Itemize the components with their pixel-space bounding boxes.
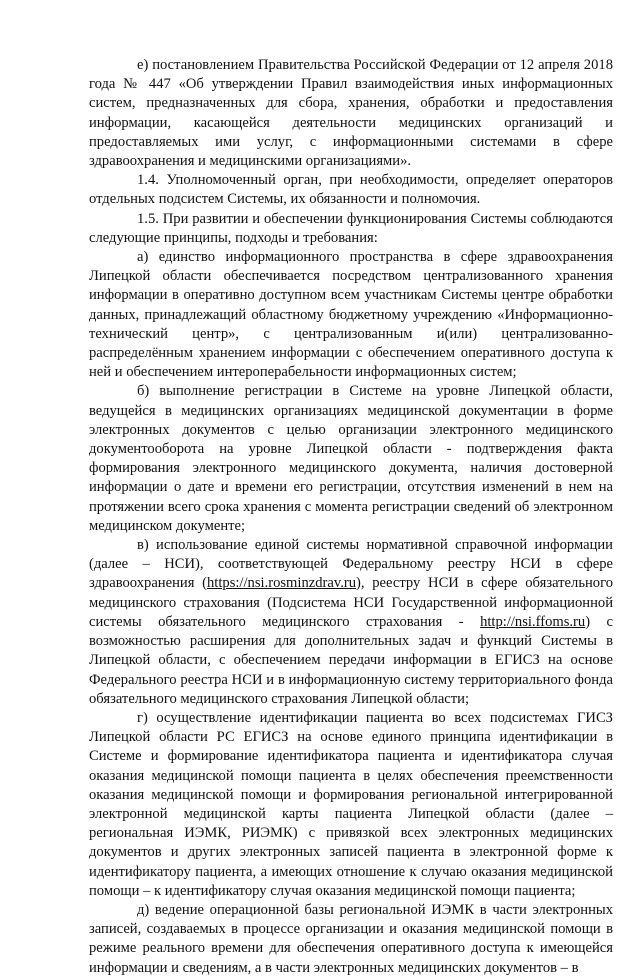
paragraph-v (89, 536, 613, 709)
nsi-ffoms-link[interactable]: http://nsi.ffoms.ru (480, 613, 586, 630)
paragraph-b: б) выполнение регистрации в Системе на уровне Липецкой области, ведущейся в медицинских организациях медицинской документации в форме электронных документов с целью организации электронного медицинского документооборота на уровне Липецкой области - подтверждения факта формирования электронного медицинского документа, наличия достоверной информации о дате и времени его регистрации, отсутствия изменений в нем на протяжении всего срока хранения с момента регистрации сведений об электронном медицинском документе; (89, 383, 613, 534)
paragraph-e: е) постановлением Правительства Российской Федерации от 12 апреля 2018 года № 447 «Об утверждении Правил взаимодействия иных информационных систем, предназначенных для сбора, хранения, обработки и предоставления информации, касающейся деятельности медицинских организаций и предоставляемых ими услуг, с информационными системами в сфере здравоохранения и медицинскими организациями». (89, 57, 613, 170)
paragraph-d: д) ведение операционной базы региональной ИЭМК в части электронных записей, создаваемых в процессе организации и оказания медицинской помощи в режиме реального времени для обеспечения оперативного доступа к имеющейся информации и сведениям, а в части электронных медицинских документов – в (89, 901, 613, 976)
paragraph-v-text-1: в) использование единой системы нормативной справочной информации (далее – НСИ), соответствующей Федеральному реестру НСИ в сфере здравоохранения ( (89, 537, 613, 592)
paragraph-g: г) осуществление идентификации пациента во всех подсистемах ГИСЗ Липецкой области РС ЕГИСЗ на основе единого принципа идентификации в Системе и формирование идентификатора пациента и идентификатора случая оказания медицинской помощи пациента в целях обеспечения преемственности оказания медицинской помощи и формирования региональной интегрированной электронной медицинской карты пациента Липецкой области (далее – региональная ИЭМК, РИЭМК) с привязкой всех электронных медицинских документов и других электронных записей пациента в электронной форме к идентификатору пациента, а имеющих отношение к случаю оказания медицинской помощи – к идентификатору случая оказания медицинской помощи пациента; (89, 709, 613, 899)
paragraph-1-4: 1.4. Уполномоченный орган, при необходимости, определяет операторов отдельных подсистем Системы, их обязанности и полномочия. (89, 172, 613, 208)
nsi-rosminzdrav-link[interactable]: https://nsi.rosminzdrav.ru (207, 575, 357, 592)
paragraph-v-text-2: ), реестру НСИ в сфере обязательного медицинского страхования (Подсистема НСИ Государственной информационной системы обязательного медицинского страхования - (89, 575, 614, 630)
document-page (89, 56, 613, 978)
paragraph-1-5: 1.5. При развитии и обеспечении функционирования Системы соблюдаются следующие принципы, подходы и требования: (89, 210, 613, 246)
paragraph-a: а) единство информационного пространства в сфере здравоохранения Липецкой области обеспечивается посредством централизованного хранения информации в оперативно доступном всем участникам Системы центре обработки данных, принадлежащий областному бюджетному учреждению «Информационно-технический центр», с централизованным и(или) централизованно-распределённым хранением информации с обеспечением оперативного доступа к ней и обеспечением интероперабельности информационных систем; (89, 249, 613, 381)
paragraph-v-text-3: ) с возможностью расширения для дополнительных задач и функций Системы в Липецкой области, с обеспечением передачи информации в ЕГИСЗ на основе Федерального реестра НСИ и в информационную систему территориального фонда обязательного медицинского страхования Липецкой области; (89, 613, 613, 707)
